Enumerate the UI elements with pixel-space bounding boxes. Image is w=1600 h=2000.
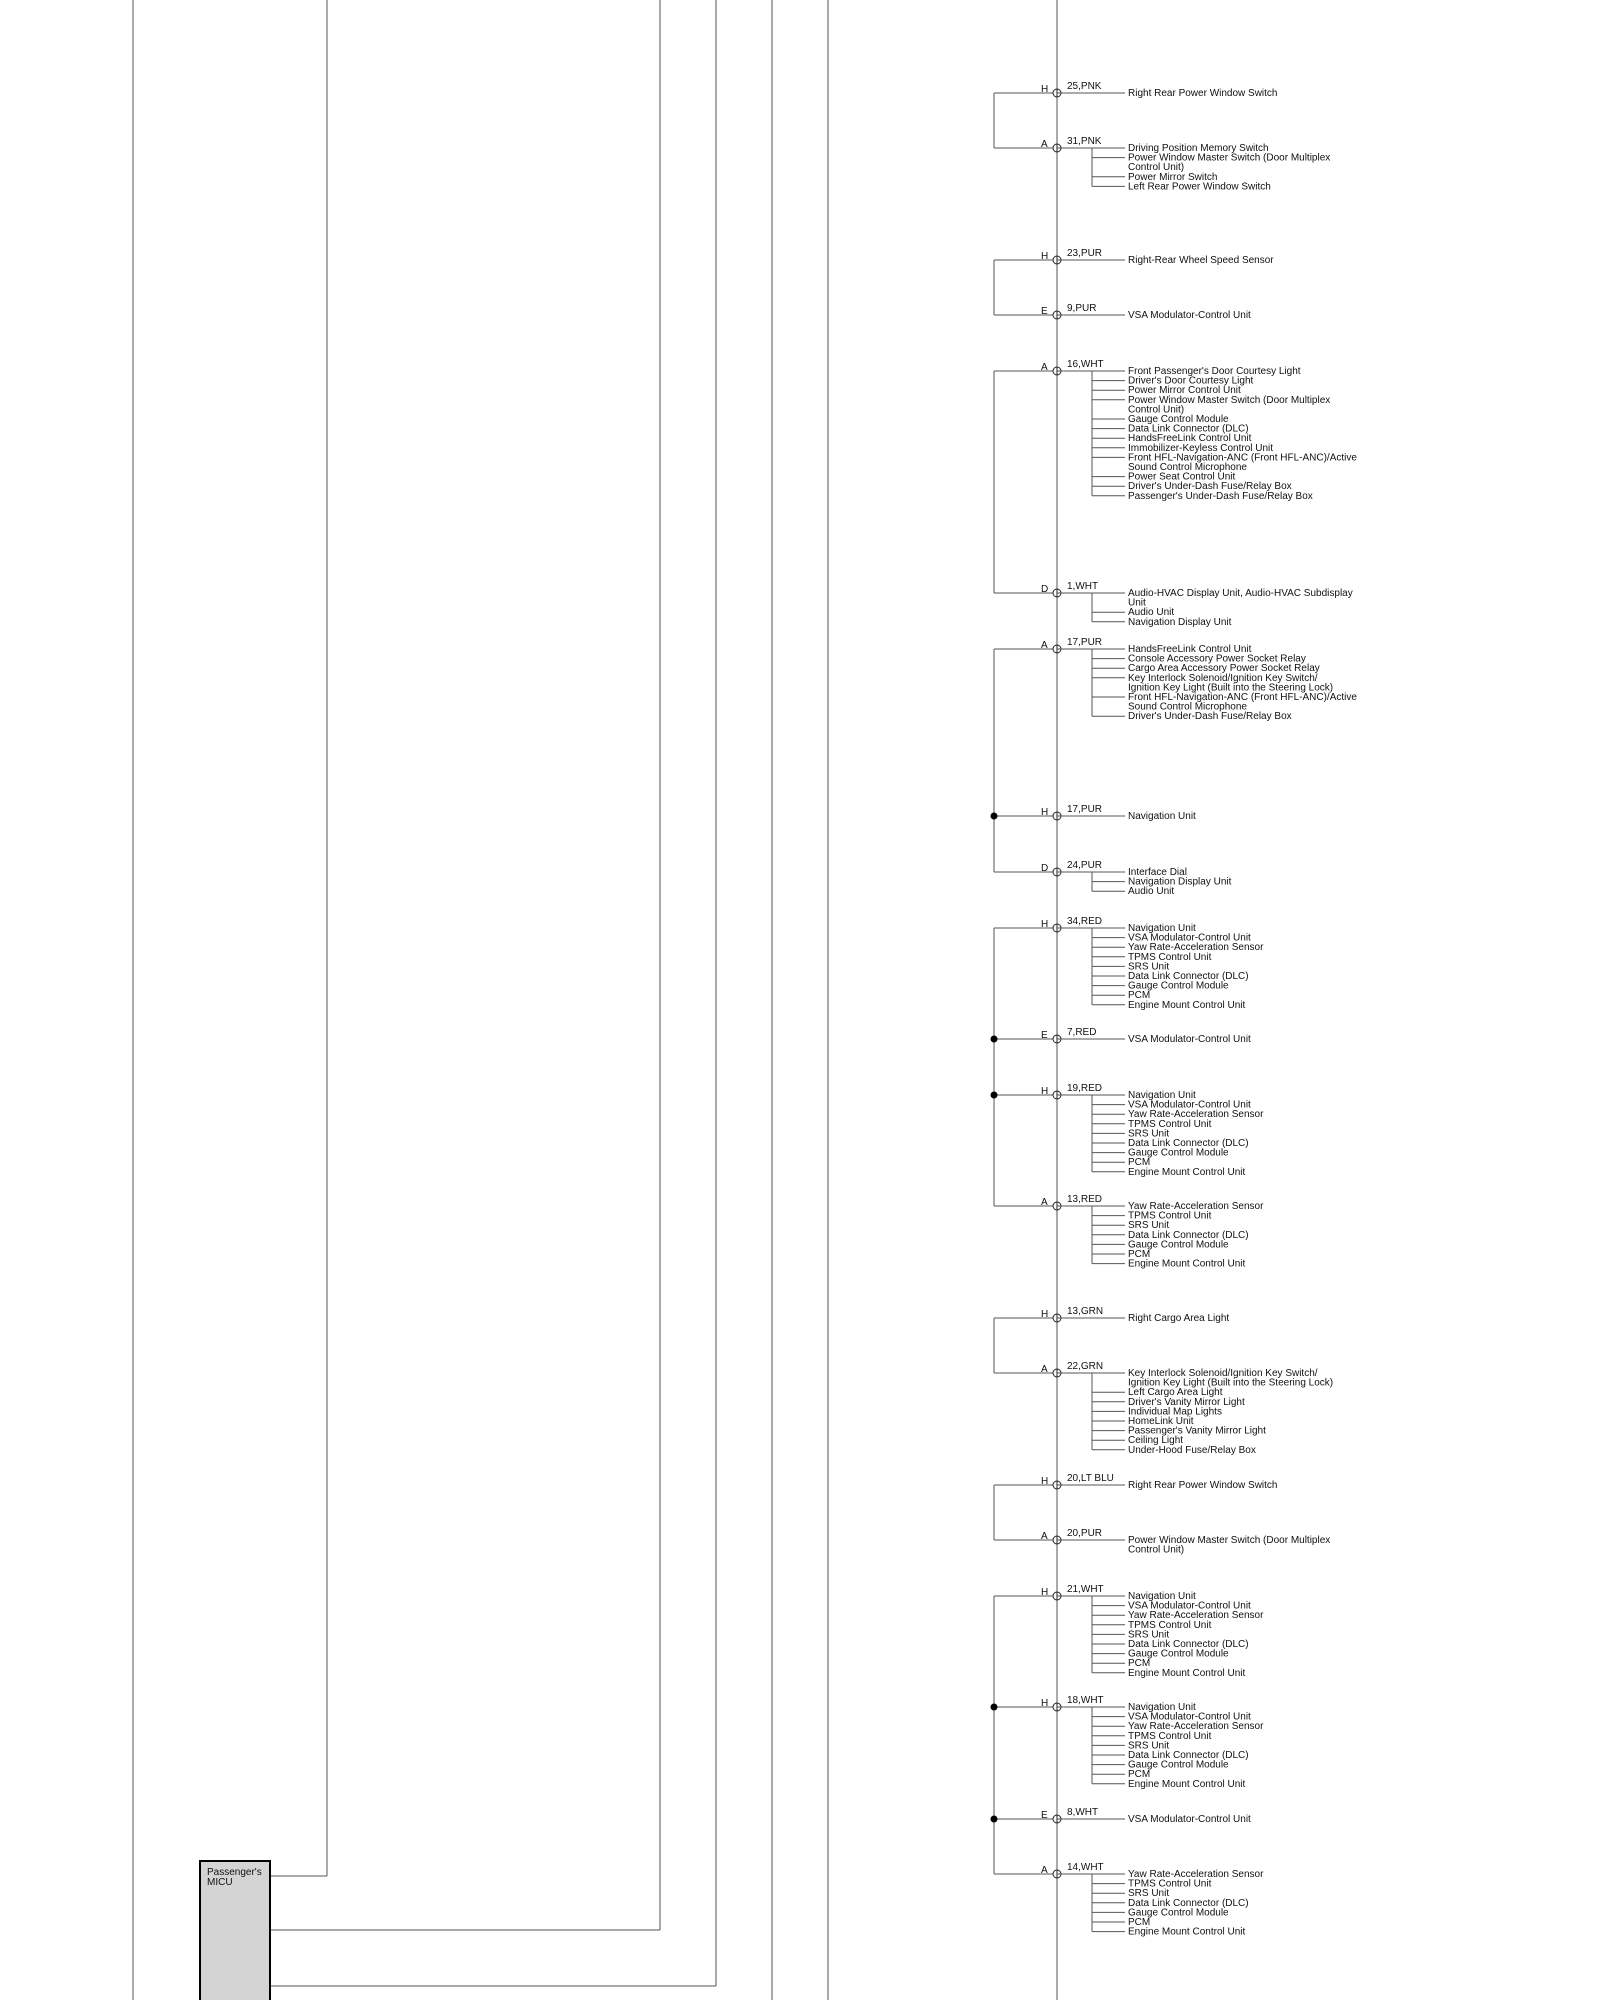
component-label: TPMS Control Unit xyxy=(1128,1730,1212,1742)
component-label: Driver's Under-Dash Fuse/Relay Box xyxy=(1128,711,1292,723)
component-label: Driver's Under-Dash Fuse/Relay Box xyxy=(1128,481,1292,493)
component-label: Front HFL-Navigation-ANC (Front HFL-ANC)/Active Sound Control Microphone xyxy=(1128,452,1357,473)
junction-dot xyxy=(991,1092,998,1099)
micu-label-line1: Passenger's xyxy=(207,1867,262,1878)
component-label: Console Accessory Power Socket Relay xyxy=(1128,653,1306,665)
component-label: PCM xyxy=(1128,1769,1151,1781)
connector-letter: E xyxy=(1041,306,1048,317)
component-label: Engine Mount Control Unit xyxy=(1128,1667,1246,1679)
wire-label: 13,GRN xyxy=(1067,1306,1104,1317)
wire-label: 17,PUR xyxy=(1067,804,1103,815)
component-label: Cargo Area Accessory Power Socket Relay xyxy=(1128,663,1320,675)
wire-label: 24,PUR xyxy=(1067,860,1103,871)
component-label: Gauge Control Module xyxy=(1128,1759,1229,1771)
connector xyxy=(1041,1473,1278,1491)
wire-label: 7,RED xyxy=(1067,1027,1097,1038)
component-label: Interface Dial xyxy=(1128,867,1187,878)
passengers-micu xyxy=(200,1861,270,2000)
wire-label: 22,GRN xyxy=(1067,1361,1104,1372)
wire-label: 13,RED xyxy=(1067,1194,1103,1205)
connector xyxy=(1041,637,1357,722)
component-label: Left Rear Power Window Switch xyxy=(1128,181,1271,193)
connector xyxy=(1041,1083,1264,1178)
component-label: Yaw Rate-Acceleration Sensor xyxy=(1128,1109,1264,1121)
connector-letter: H xyxy=(1041,919,1049,930)
component-label: Yaw Rate-Acceleration Sensor xyxy=(1128,1721,1264,1733)
connector-letter: H xyxy=(1041,1086,1049,1097)
wire-label: 16,WHT xyxy=(1067,359,1104,370)
component-label: Power Mirror Control Unit xyxy=(1128,385,1241,397)
component-label: PCM xyxy=(1128,1249,1151,1260)
component-label: HandsFreeLink Control Unit xyxy=(1128,433,1252,445)
component-label: SRS Unit xyxy=(1128,1888,1170,1900)
component-label: Navigation Unit xyxy=(1128,811,1196,822)
connector-letter: D xyxy=(1041,584,1049,595)
connector-letter: A xyxy=(1041,1364,1048,1375)
component-label: Navigation Display Unit xyxy=(1128,616,1232,628)
connector xyxy=(1041,1862,1264,1938)
connector xyxy=(1041,1807,1251,1825)
component-label: Driver's Vanity Mirror Light xyxy=(1128,1396,1245,1408)
component-label: Power Window Master Switch (Door Multiplex Control Unit) xyxy=(1128,1535,1331,1556)
component-label: Navigation Unit xyxy=(1128,1090,1196,1101)
connector-list xyxy=(1041,81,1357,1938)
connector xyxy=(1041,860,1232,897)
component-label: Engine Mount Control Unit xyxy=(1128,1778,1246,1790)
wire-label: 20,PUR xyxy=(1067,1528,1103,1539)
micu-label-line2: MICU xyxy=(207,1877,233,1888)
connector-letter: H xyxy=(1041,251,1049,262)
wire-label: 18,WHT xyxy=(1067,1695,1104,1706)
component-label: Gauge Control Module xyxy=(1128,414,1229,425)
component-label: Gauge Control Module xyxy=(1128,1147,1229,1159)
connector xyxy=(1041,1361,1333,1456)
junction-dot xyxy=(991,1036,998,1043)
component-label: Power Window Master Switch (Door Multiplex Control Unit) xyxy=(1128,394,1331,416)
connector xyxy=(1041,136,1330,192)
component-label: Data Link Connector (DLC) xyxy=(1128,423,1249,435)
connector-letter: H xyxy=(1041,1587,1049,1598)
component-label: Passenger's Vanity Mirror Light xyxy=(1128,1425,1266,1437)
component-label: Key Interlock Solenoid/Ignition Key Switch/ Ignition Key Light (Built into the Steering Lock) xyxy=(1128,672,1334,694)
component-label: Yaw Rate-Acceleration Sensor xyxy=(1128,1201,1264,1212)
component-label: Right Rear Power Window Switch xyxy=(1128,1480,1278,1491)
connector-letter: A xyxy=(1041,1197,1048,1208)
component-label: Navigation Unit xyxy=(1128,1591,1196,1602)
component-label: Immobilizer-Keyless Control Unit xyxy=(1128,442,1274,454)
connector-letter: E xyxy=(1041,1810,1048,1821)
component-label: Individual Map Lights xyxy=(1128,1406,1222,1418)
component-label: VSA Modulator-Control Unit xyxy=(1128,310,1251,321)
component-label: Navigation Unit xyxy=(1128,923,1196,934)
component-label: VSA Modulator-Control Unit xyxy=(1128,1600,1251,1612)
component-label: PCM xyxy=(1128,1658,1151,1670)
wire-label: 8,WHT xyxy=(1067,1807,1099,1818)
component-label: Audio Unit xyxy=(1128,607,1175,619)
component-label: SRS Unit xyxy=(1128,1128,1170,1140)
component-label: PCM xyxy=(1128,1157,1151,1169)
component-label: Left Cargo Area Light xyxy=(1128,1387,1223,1399)
connector-letter: E xyxy=(1041,1030,1048,1041)
connector-letter: A xyxy=(1041,1865,1048,1876)
component-label: Power Mirror Switch xyxy=(1128,171,1218,183)
connector xyxy=(1041,1027,1251,1045)
wire-label: 14,WHT xyxy=(1067,1862,1104,1873)
component-label: Front Passenger's Door Courtesy Light xyxy=(1128,366,1301,377)
component-label: SRS Unit xyxy=(1128,1220,1170,1232)
connector xyxy=(1041,804,1196,822)
component-label: Yaw Rate-Acceleration Sensor xyxy=(1128,1869,1264,1880)
component-label: Engine Mount Control Unit xyxy=(1128,1166,1246,1178)
connector xyxy=(1041,916,1264,1011)
component-label: Right Cargo Area Light xyxy=(1128,1313,1230,1324)
component-label: Power Window Master Switch (Door Multiplex Control Unit) xyxy=(1128,152,1331,174)
wire-label: 31,PNK xyxy=(1067,136,1102,147)
connector xyxy=(1041,1584,1264,1679)
wire-label: 23,PUR xyxy=(1067,248,1103,259)
component-label: Driving Position Memory Switch xyxy=(1128,143,1269,154)
wire-label: 19,RED xyxy=(1067,1083,1103,1094)
component-label: Engine Mount Control Unit xyxy=(1128,999,1246,1011)
component-label: Power Seat Control Unit xyxy=(1128,471,1236,483)
connector xyxy=(1041,303,1251,321)
junction-dot xyxy=(991,1816,998,1823)
component-label: Ceiling Light xyxy=(1128,1435,1184,1447)
component-label: Front HFL-Navigation-ANC (Front HFL-ANC)/Active Sound Control Microphone xyxy=(1128,692,1357,713)
component-label: VSA Modulator-Control Unit xyxy=(1128,1099,1251,1111)
component-label: VSA Modulator-Control Unit xyxy=(1128,1814,1251,1825)
wire-label: 25,PNK xyxy=(1067,81,1102,92)
component-label: Gauge Control Module xyxy=(1128,1239,1229,1251)
component-label: SRS Unit xyxy=(1128,1629,1170,1641)
component-label: SRS Unit xyxy=(1128,961,1170,973)
component-label: SRS Unit xyxy=(1128,1740,1170,1752)
junction-dot xyxy=(991,813,998,820)
connector-letter: A xyxy=(1041,1531,1048,1542)
wire-label: 34,RED xyxy=(1067,916,1103,927)
component-label: Data Link Connector (DLC) xyxy=(1128,1897,1249,1909)
component-label: Yaw Rate-Acceleration Sensor xyxy=(1128,942,1264,954)
component-label: VSA Modulator-Control Unit xyxy=(1128,932,1251,944)
component-label: Yaw Rate-Acceleration Sensor xyxy=(1128,1610,1264,1622)
wire-label: 1,WHT xyxy=(1067,581,1099,592)
connector xyxy=(1041,581,1353,628)
wiring-structure xyxy=(133,0,1057,2000)
connector-letter: D xyxy=(1041,863,1049,874)
component-label: VSA Modulator-Control Unit xyxy=(1128,1034,1251,1045)
component-label: Passenger's Under-Dash Fuse/Relay Box xyxy=(1128,490,1313,502)
connector-letter: H xyxy=(1041,807,1049,818)
connector-letter: H xyxy=(1041,84,1049,95)
junction-dot xyxy=(991,1704,998,1711)
component-label: Engine Mount Control Unit xyxy=(1128,1926,1246,1938)
component-label: Navigation Unit xyxy=(1128,1702,1196,1713)
component-label: Gauge Control Module xyxy=(1128,1907,1229,1919)
connector-letter: A xyxy=(1041,640,1048,651)
connector-letter: A xyxy=(1041,139,1048,150)
component-label: TPMS Control Unit xyxy=(1128,951,1212,963)
component-label: Data Link Connector (DLC) xyxy=(1128,1639,1249,1650)
component-label: Navigation Display Unit xyxy=(1128,876,1232,888)
component-label: TPMS Control Unit xyxy=(1128,1210,1212,1222)
component-label: HomeLink Unit xyxy=(1128,1416,1194,1427)
component-label: Under-Hood Fuse/Relay Box xyxy=(1128,1444,1256,1456)
component-label: Audio Unit xyxy=(1128,886,1175,898)
connector-letter: H xyxy=(1041,1309,1049,1320)
component-label: Audio-HVAC Display Unit, Audio-HVAC Subdisplay Unit xyxy=(1128,588,1353,609)
connector-letter: H xyxy=(1041,1476,1049,1487)
component-label: Data Link Connector (DLC) xyxy=(1128,971,1249,982)
component-label: Key Interlock Solenoid/Ignition Key Switch/ Ignition Key Light (Built into the Steering Lock) xyxy=(1128,1368,1334,1389)
component-label: PCM xyxy=(1128,990,1151,1002)
component-label: Engine Mount Control Unit xyxy=(1128,1258,1246,1270)
component-label: Data Link Connector (DLC) xyxy=(1128,1138,1249,1149)
connector xyxy=(1041,1528,1330,1556)
component-label: Driver's Door Courtesy Light xyxy=(1128,375,1254,387)
connector xyxy=(1041,81,1278,99)
connector-letter: H xyxy=(1041,1698,1049,1709)
component-label: Right-Rear Wheel Speed Sensor xyxy=(1128,255,1274,266)
connector-letter: A xyxy=(1041,362,1048,373)
connector xyxy=(1041,248,1274,266)
wire-label: 20,LT BLU xyxy=(1067,1473,1114,1484)
connector xyxy=(1041,1306,1229,1324)
wire-label: 9,PUR xyxy=(1067,303,1097,314)
component-label: PCM xyxy=(1128,1917,1151,1928)
component-label: Gauge Control Module xyxy=(1128,980,1229,992)
component-label: TPMS Control Unit xyxy=(1128,1878,1212,1890)
connector xyxy=(1041,1695,1264,1790)
component-label: HandsFreeLink Control Unit xyxy=(1128,644,1252,655)
component-label: TPMS Control Unit xyxy=(1128,1118,1212,1130)
component-label: Right Rear Power Window Switch xyxy=(1128,88,1278,99)
component-label: Gauge Control Module xyxy=(1128,1648,1229,1660)
wire-label: 17,PUR xyxy=(1067,637,1103,648)
connector xyxy=(1041,359,1357,502)
component-label: VSA Modulator-Control Unit xyxy=(1128,1711,1251,1723)
wire-label: 21,WHT xyxy=(1067,1584,1104,1595)
component-label: Data Link Connector (DLC) xyxy=(1128,1750,1249,1761)
component-label: TPMS Control Unit xyxy=(1128,1619,1212,1631)
component-label: Data Link Connector (DLC) xyxy=(1128,1229,1249,1241)
connector xyxy=(1041,1194,1264,1270)
